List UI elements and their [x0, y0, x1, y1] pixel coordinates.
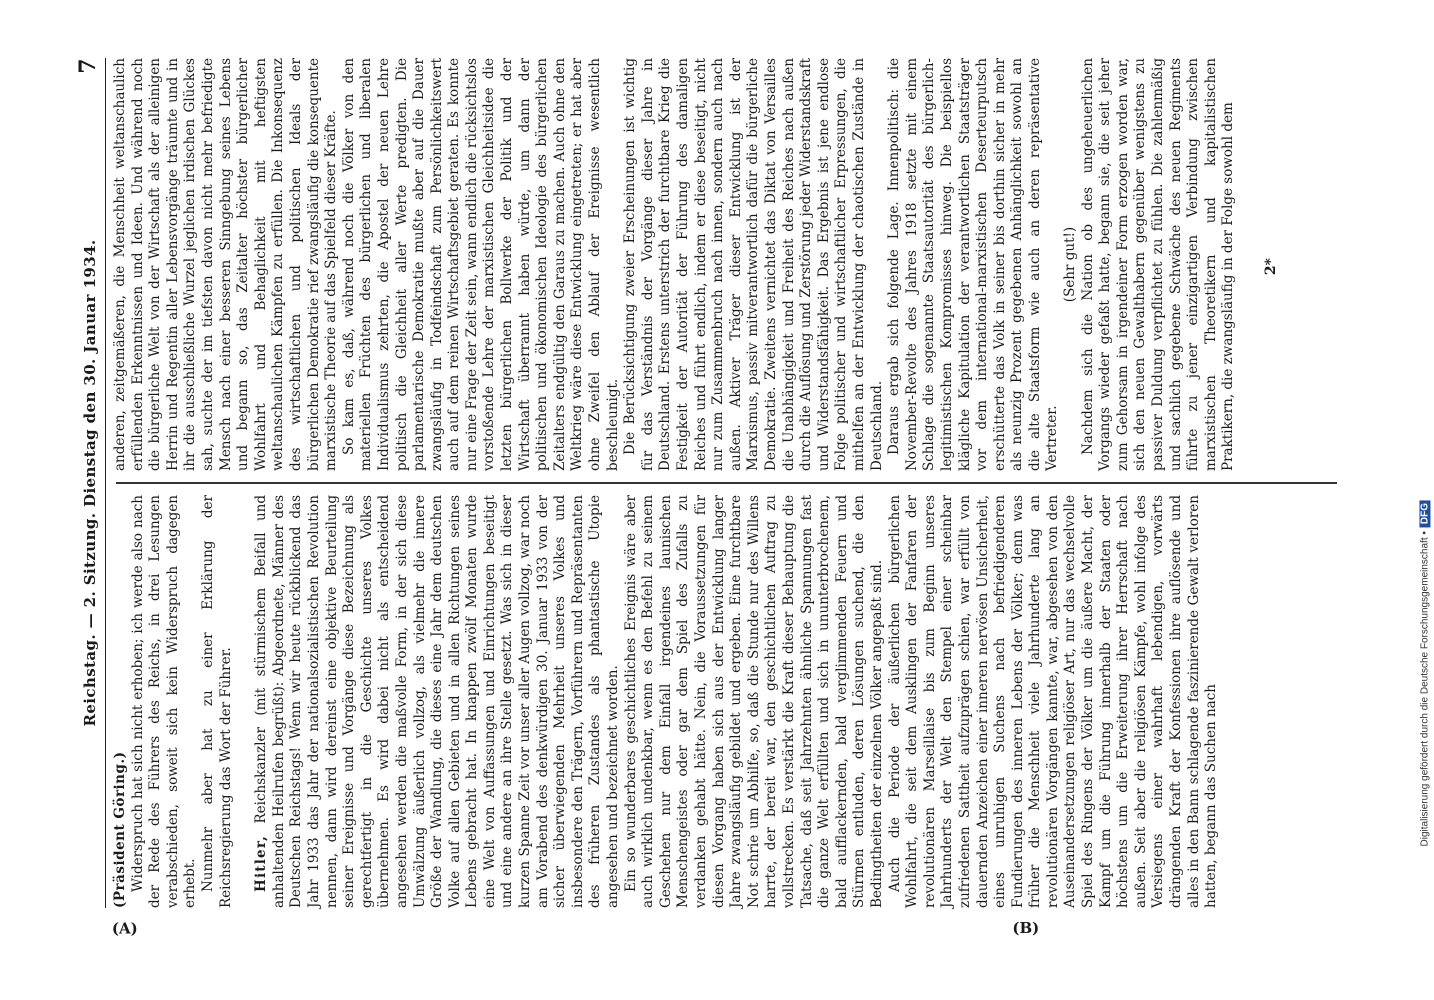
left-column — [111, 494, 1337, 938]
margin-mark-b: (B) — [1012, 918, 1040, 937]
credit-text: Digitalisierung gefördert durch die Deutsche Forschungsgemeinschaft • — [1419, 531, 1430, 847]
running-head — [75, 58, 106, 908]
paragraph-hitler-intro — [253, 495, 622, 908]
paragraph-right-3: Die Berücksichtigung zweier Erscheinungen ist wichtig für das Verständnis der Vorgänge dieser Jahre in Deutschland. Erstens unterstrich der furchtbare Krieg die Festigkeit der Autorität der Führung des damaligen Reiches und führt endlich, indem er diese beseitigt, nicht nur zum Zusammenbruch nach innen, sondern auch nach außen. Aktiver Träger dieser Entwicklung ist der Marxismus, passiv mitverantwortlich dafür die bürgerliche Demokratie. Zweitens vernichtet das Diktat von Versailles die Unabhängigkeit und Freiheit des Reiches nach außen durch die Auflösung und Zerstörung jeder Widerstandskraft und Widerstandsfähigkeit. Das Ergebnis ist jene endlose Folge politischer und wirtschaftlicher Erpressungen, die mithelfen an der Entwicklung der chaotischen Zustände in Deutschland. — [622, 58, 885, 471]
text-columns — [111, 58, 1337, 938]
paragraph-left-1: Widerspruch hat sich nicht erhoben; ich werde also nach der Rede des Führers des Reichs, in drei Lesungen verabschieden, soweit sich kein Widerspruch dagegen erhebt. — [129, 495, 199, 908]
paragraph-right-4: Daraus ergab sich folgende Lage. Innenpolitisch: die November-Revolte des Jahres 1918 setzte mit einem Schlage die sogenannte Staatsautorität des bürgerlich-legitimistischen Kompromisses hinweg. Die beispiellos klägliche Kapitulation der verantwortlichen Staatsträger vor dem international-marxistischen Deserteurputsch erschütterte das Volk in seiner bis dorthin sicher in mehr als neunzig Prozent gegebenen Anhänglichkeit sowohl an die alte Staatsform wie auch an deren repräsentative Vertreter. — [886, 58, 1061, 471]
paragraph-right-1: anderen, zeitgemäßeren, die Menschheit weltanschaulich erfüllenden Erkenntnissen und Ideen. Und während noch die bürgerliche Welt von der Wirtschaft als der alleinigen Herrin und Regentin aller Lebensvorgänge träumte und in ihr die ausschließliche Wurzel jeglichen irdischen Glückes sah, suchte der im tiefsten davon nicht mehr befriedigte Mensch nach einer besseren Sinngebung seines Lebens und begann so, das Zeitalter höchster bürgerlicher Wohlfahrt und Behaglichkeit mit heftigsten weltanschaulichen Kämpfen zu erfüllen. Die Inkonsequenz des wirtschaftlichen und politischen Ideals der bürgerlichen Demokratie rief zwangsläufig die konsequente marxistische Theorie auf das Spielfeld dieser Kräfte. — [112, 58, 340, 471]
paragraph-left-3: Ein so wunderbares geschichtliches Ereignis wäre aber auch wirklich undenkbar, wenn es den Befehl zu seinem Geschehen nur dem Einfall irgendeines launischen Menschengeistes oder gar dem Spiel des Zufalls zu verdanken gehabt hätte. Nein, die Voraussetzungen für diesen Vorgang haben sich aus der Entwicklung langer Jahre zwangsläufig gebildet und ergeben. Eine furchtbare Not schrie um Abhilfe, so, daß die Stunde nur des Willens harrte, der bereit war, den geschichtlichen Auftrag zu vollstrecken. Es verstärkt die Kraft dieser Behauptung die Tatsache, daß seit Jahrzehnten ähnliche Spannungen fast die ganze Welt erfüllten und sich in ununterbrochenem, bald aufflackernden, bald verglimmenden Feuern und Stürmen entluden, deren Lösungen suchend, die den Bedingtheiten der einzelnen Völker angepaßt sind. — [622, 495, 885, 908]
interjection: (Sehr gut!) — [1062, 226, 1079, 303]
speaker-label-praesident: (Präsident Göring.) — [112, 751, 128, 908]
paragraph-left-2: Nunmehr aber hat zu einer Erklärung der Reichsregierung das Wort der Führer. — [199, 495, 234, 908]
paragraph-right-5: Nachdem sich die Nation ob des ungeheuerlichen Vorgangs wieder gefaßt hatte, begann sie, die seit jeher zum Gehorsam in irgendeiner Form erzogen worden war, sich den neuen Gewalthabern gegenüber wenigstens zu passiver Duldung verpflichtet zu fühlen. Die zahlenmäßig und sachlich gegebene Schwäche des neuen Regiments führte zu jener einzigartigen Verbindung zwischen marxistischen Theoretikern und kapitalistischen Praktikern, die zwangsläufig in der Folge sowohl dem — [1079, 58, 1237, 471]
column-divider — [116, 482, 1337, 484]
paragraph-right-2: So kam es, daß, während noch die Völker von den materiellen Früchten des bürgerlichen und liberalen Individualismus zehrten, die Apostel der neuen Lehre politisch die Gleichheit aller Werte predigten. Die parlamentarische Demokratie mußte aber auf die Dauer zwangsläufig in Todfeindschaft zum Persönlichkeitswert auch auf dem reinen Wirtschaftsgebiet geraten. Es konnte nur eine Frage der Zeit sein, wann endlich die rücksichtslos vorstoßende Lehre der marxistischen Gleichheitsidee die letzten bürgerlichen Bollwerke der Politik und der Wirtschaft überrannt haben würde, um dann der politischen und ökonomischen Ideologie des bürgerlichen Zeitalters endgültig den Garaus zu machen. Auch ohne den Weltkrieg wäre diese Entwicklung eingetreten; er hat aber ohne Zweifel den Ablauf der Ereignisse wesentlich beschleunigt. — [340, 58, 621, 471]
digitization-credit — [1419, 500, 1430, 846]
signature-mark: 2* — [1263, 258, 1280, 276]
margin-mark-a: (A) — [111, 919, 138, 938]
speaker-intro-text: Reichskanzler (mit stürmischem Beifall und anhaltenden Heilrufen begrüßt): Abgeordnete, Männer des Deutschen Reichstags! Wenn wir heute rückblickend das Jahr 1933 das Jahr der nationalsozialistischen Revolution nennen, dann wird dereinst eine objektive Beurteilung seiner Ereignisse und Vorgänge diese Bezeichnung als gerechtfertigt in die Geschichte unseres Volkes übernehmen. Es wird dabei nicht als entscheidend angesehen werden die maßvolle Form, in der sich diese Umwälzung äußerlich vollzog, als vielmehr die innere Größe der Wandlung, die dieses eine Jahr dem deutschen Volke auf allen Gebieten und in allen Richtungen seines Lebens gebracht hat. In knappen zwölf Monaten wurde eine Welt von Auffassungen und Einrichtungen beseitigt und eine andere an ihre Stelle gesetzt. Was sich in dieser kurzen Spanne Zeit vor unser aller Augen vollzog, war noch am Vorabend des denkwürdigen 30. Januar 1933 von der sicher überwiegenden Mehrheit unseres Volkes und insbesondere den Trägern, Vorführern und Repräsentanten des früheren Zustandes als phantastische Utopie angesehen und bezeichnet worden. — [253, 494, 622, 908]
dfg-logo: DFG — [1419, 500, 1430, 527]
right-column — [112, 58, 1337, 471]
page-number: 7 — [75, 58, 101, 74]
speaker-name-hitler: Hitler, — [253, 834, 270, 892]
paragraph-left-4: Auch die Periode der äußerlichen bürgerlichen Wohlfahrt, die seit dem Ausklingen der Fanfaren der revolutionären Marseillaise bis zum Beginn unseres Jahrhunderts der Welt den Stempel einer scheinbar zufriedenen Sattheit aufzuprägen schien, war erfüllt von dauernden Anzeichen einer inneren nervösen Unsicherheit, eines unruhigen Suchens nach befriedigenderen Fundierungen des inneren Lebens der Völker; denn was früher die Menschheit viele Jahrhunderte lang an revolutionären Vorgängen kannte, war, abgesehen von den Auseinandersetzungen religiöser Art, nur das wechselvolle Spiel des Ringens der Völker um die äußere Macht, der Kampf um die Führung innerhalb der Staaten oder höchstens um die Erweiterung ihrer Herrschaft nach außen. Seit aber die religiösen Kämpfe, wohl infolge des Versiegens einer wahrhaft lebendigen, vorwärts drängenden Kraft der Konfessionen ihre auflösende und alles in den Bann schlagende faszinierende Gewalt verloren hatten, begann das Suchen nach — [886, 495, 1220, 908]
document-page — [57, 50, 1377, 950]
running-head-title: Reichstag. — 2. Sitzung. Dienstag den 30. Januar 1934. — [81, 239, 99, 727]
